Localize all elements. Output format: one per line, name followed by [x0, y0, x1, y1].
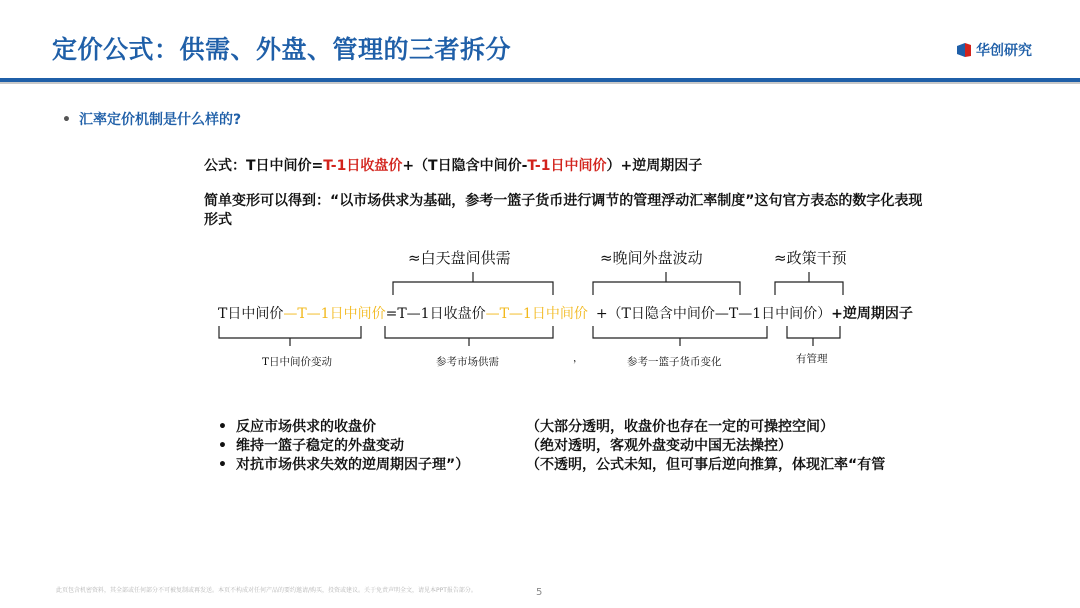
note-item: （绝对透明，客观外盘变动中国无法操控）: [526, 438, 792, 454]
explanation-paragraph: 简单变形可以得到：“以市场供求为基础，参考一篮子货币进行调节的管理浮动汇率制度”这句官方表态的数字化表现形式: [204, 193, 923, 228]
logo-text: 华创研究: [976, 43, 1032, 59]
decomposition-formula: [218, 303, 913, 323]
bracket-policy: [775, 272, 843, 295]
formula-prev-fix-term: T-1日中间价: [527, 158, 607, 174]
bullet-dot: •: [62, 112, 71, 128]
notes-list: [526, 418, 936, 475]
label-basket: 参考一篮子货币变化: [627, 356, 722, 368]
list-item: • 反应市场供求的收盘价: [218, 419, 376, 435]
fl-basket-term: +（T日隐含中间价—T—1日中间价）: [595, 306, 832, 322]
note-item: （大部分透明，收盘价也存在一定的可操控空间）: [526, 419, 834, 435]
note-item: （不透明，公式未知，但可事后逆向推算，体现汇率“有管: [526, 457, 886, 473]
fl-prev-fix-b: —T—1日中间价: [485, 306, 588, 322]
bracket-basket: [593, 326, 767, 346]
label-managed: 有管理: [796, 353, 828, 365]
bracket-overseas: [593, 272, 740, 295]
formula-suffix: ）+逆周期因子: [606, 158, 703, 174]
page-number: 5: [536, 587, 543, 598]
fl-prev-close: =T—1日收盘价: [385, 306, 486, 322]
disclaimer-footer: 此页包含机密资料，其全部或任何部分不可被复制或再发送。本页不构成对任何产品的要约邀请/购买，投资或建议。关于免责声明全文，请见本PPT报告部分。: [56, 587, 477, 594]
category-supply: ≈白天盘间供需: [408, 249, 511, 267]
bracket-supply: [393, 272, 553, 295]
fl-today-fix: T日中间价: [218, 306, 284, 322]
category-policy: ≈政策干预: [774, 249, 847, 267]
formula-prefix: 公式：T日中间价=: [204, 158, 324, 174]
bracket-managed: [787, 326, 840, 346]
bracket-market: [385, 326, 553, 346]
fl-prev-fix-a: —T—1日中间价: [283, 306, 386, 322]
question-text: 汇率定价机制是什么样的?: [78, 112, 242, 128]
formula-close-term: T-1日收盘价: [323, 158, 403, 174]
list-item: • 对抗市场供求失效的逆周期因子理”）: [218, 457, 470, 473]
bracket-change: [219, 326, 361, 346]
label-market: 参考市场供需: [436, 356, 499, 368]
label-fix-change: T日中间价变动: [262, 356, 333, 368]
label-comma: ，: [573, 352, 584, 364]
formula-mid: +（T日隐含中间价-: [402, 158, 528, 174]
bullet-list: [218, 418, 478, 475]
fl-ccf-term: +逆周期因子: [831, 306, 913, 322]
slide-title: 定价公式：供需、外盘、管理的三者拆分: [52, 35, 512, 64]
category-overseas: ≈晚间外盘波动: [600, 249, 703, 267]
list-item: • 维持一篮子稳定的外盘变动: [218, 438, 404, 454]
